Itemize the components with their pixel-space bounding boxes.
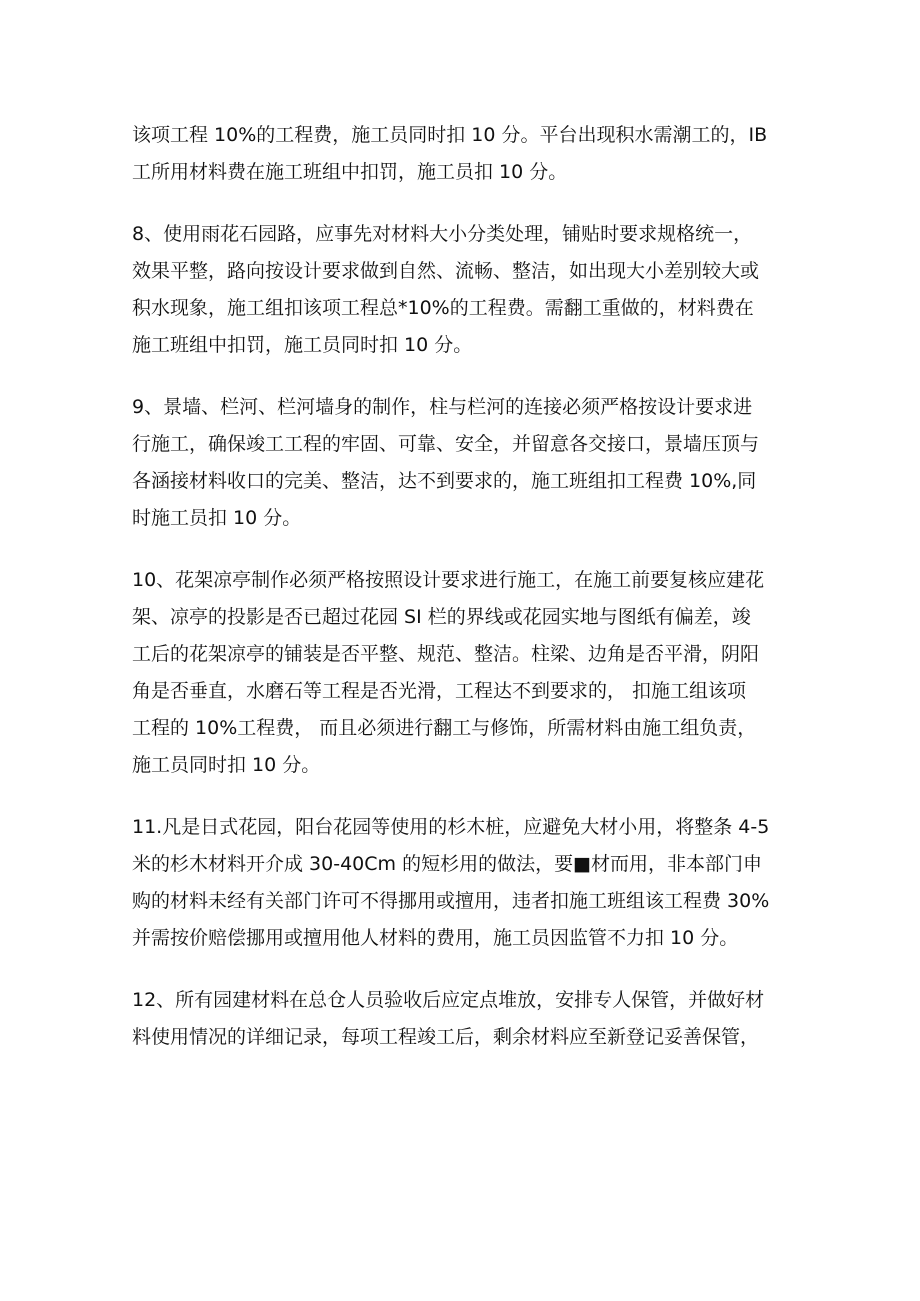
text-line: 行施工，确保竣工工程的牢固、可靠、安全，并留意各交接口，景墙压顶与 bbox=[132, 433, 760, 455]
paragraph-12 bbox=[132, 982, 797, 1056]
text-line: 10、花架凉亭制作必须严格按照设计要求进行施工，在施工前要复核应建花 bbox=[132, 569, 765, 591]
text-line: 工后的花架凉亭的铺装是否平整、规范、整洁。柱梁、边角是否平滑，阴阳 bbox=[132, 643, 760, 665]
paragraph-spacer bbox=[132, 537, 797, 562]
paragraph-spacer bbox=[132, 784, 797, 809]
paragraph-7-continued bbox=[132, 117, 797, 191]
text-line: 购的材料未经有关部门许可不得挪用或擅用，违者扣施工班组该工程费 30% bbox=[132, 890, 770, 912]
text-line: 12、所有园建材料在总仓人员验收后应定点堆放，安排专人保管，并做好材 bbox=[132, 989, 765, 1011]
text-line: 9、景墙、栏河、栏河墙身的制作，柱与栏河的连接必须严格按设计要求进 bbox=[132, 396, 753, 418]
text-line: 施工班组中扣罚，施工员同时扣 10 分。 bbox=[132, 334, 473, 356]
paragraph-8 bbox=[132, 216, 797, 364]
text-line: 并需按价赔偿挪用或擅用他人材料的费用，施工员因监管不力扣 10 分。 bbox=[132, 927, 739, 949]
paragraph-spacer bbox=[132, 191, 797, 216]
text-line: 米的杉木材料开介成 30-40Cm 的短杉用的做法，要■材而用，非本部门申 bbox=[132, 853, 763, 875]
text-line: 施工员同时扣 10 分。 bbox=[132, 754, 321, 776]
text-line: 工程的 10%工程费， 而且必须进行翻工与修饰，所需材料由施工组负责， bbox=[132, 717, 757, 739]
paragraph-9 bbox=[132, 389, 797, 537]
text-line: 11.凡是日式花园，阳台花园等使用的杉木桩，应避免大材小用，将整条 4-5 bbox=[132, 816, 770, 838]
paragraph-10 bbox=[132, 562, 797, 784]
text-line: 效果平整，路向按设计要求做到自然、流畅、整洁，如出现大小差别较大或 bbox=[132, 260, 760, 282]
text-line: 8、使用雨花石园路，应事先对材料大小分类处理，铺贴时要求规格统一， bbox=[132, 223, 753, 245]
text-line: 料使用情况的详细记录，每项工程竣工后，剩余材料应至新登记妥善保管， bbox=[132, 1026, 760, 1048]
text-line: 工所用材料费在施工班组中扣罚，施工员扣 10 分。 bbox=[132, 161, 568, 183]
text-line: 角是否垂直，水磨石等工程是否光滑，工程达不到要求的， 扣施工组该项 bbox=[132, 680, 747, 702]
text-line: 架、凉亭的投影是否已超过花园 SI 栏的界线或花园实地与图纸有偏差，竣 bbox=[132, 606, 751, 628]
document-body bbox=[132, 117, 797, 1056]
text-line: 各涵接材料收口的完美、整洁，达不到要求的，施工班组扣工程费 10%,同 bbox=[132, 470, 757, 492]
paragraph-11 bbox=[132, 809, 797, 957]
text-line: 时施工员扣 10 分。 bbox=[132, 507, 302, 529]
paragraph-spacer bbox=[132, 957, 797, 982]
paragraph-spacer bbox=[132, 364, 797, 389]
text-line: 积水现象，施工组扣该项工程总*10%的工程费。需翻工重做的，材料费在 bbox=[132, 297, 754, 319]
text-line: 该项工程 10%的工程费，施工员同时扣 10 分。平台出现积水需潮工的，IB bbox=[132, 124, 768, 146]
